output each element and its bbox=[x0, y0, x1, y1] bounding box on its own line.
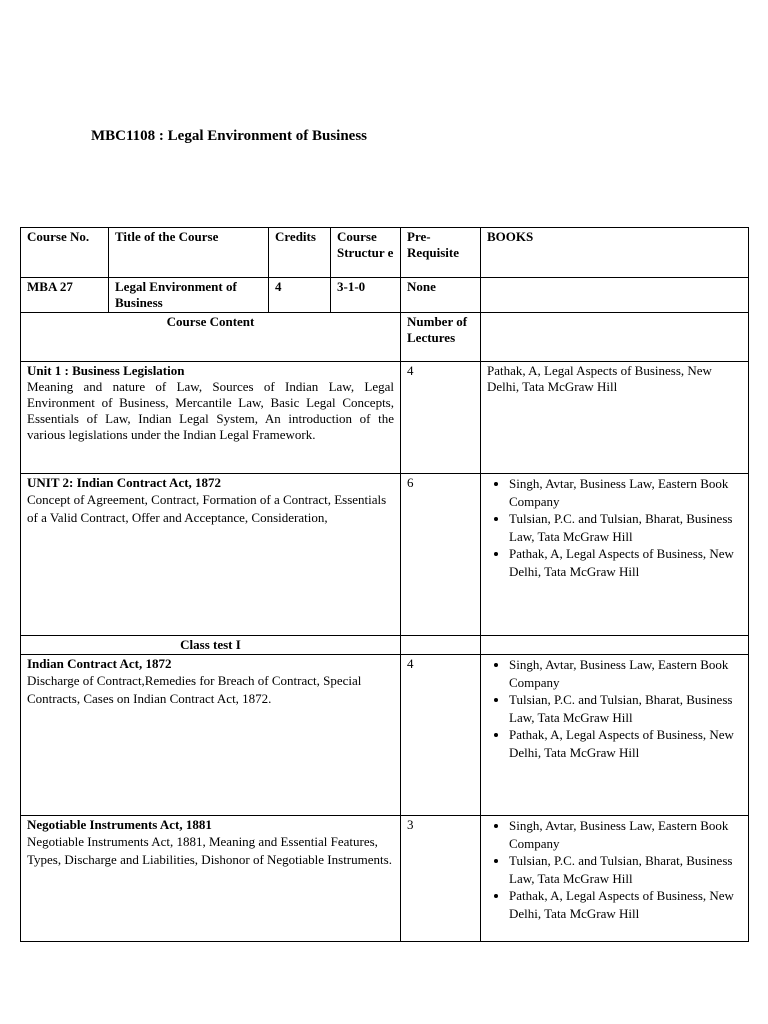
book-item: • Tulsian, P.C. and Tulsian, Bharat, Business Law, Tata McGraw Hill bbox=[509, 691, 742, 726]
course-title: Legal Environment of Business bbox=[109, 278, 269, 313]
unit-lectures: 6 bbox=[401, 474, 481, 636]
unit-heading: UNIT 2: Indian Contract Act, 1872 bbox=[27, 475, 222, 490]
unit-books bbox=[481, 655, 749, 816]
class-test-label: Class test I bbox=[21, 636, 401, 655]
unit-content bbox=[21, 474, 401, 636]
book-item: • Singh, Avtar, Business Law, Eastern Book Company bbox=[509, 656, 742, 691]
content-books-empty bbox=[481, 313, 749, 362]
course-books-empty bbox=[481, 278, 749, 313]
course-table bbox=[20, 227, 749, 942]
header-pre-requisite: Pre- Requisite bbox=[401, 228, 481, 278]
unit-description: Negotiable Instruments Act, 1881, Meaning and Essential Features, Types, Discharge and Liabilities, Dishonor of Negotiable Instruments. bbox=[27, 834, 392, 867]
unit-description: Concept of Agreement, Contract, Formation of a Contract, Essentials of a Valid Contract, Offer and Acceptance, Consideration, bbox=[27, 492, 387, 525]
course-structure: 3-1-0 bbox=[331, 278, 401, 313]
unit-row bbox=[21, 474, 749, 636]
class-test-row bbox=[21, 636, 749, 655]
book-item: • Pathak, A, Legal Aspects of Business, New Delhi, Tata McGraw Hill bbox=[509, 545, 742, 580]
content-header-row bbox=[21, 313, 749, 362]
unit-content bbox=[21, 816, 401, 942]
course-row bbox=[21, 278, 749, 313]
header-credits: Credits bbox=[269, 228, 331, 278]
unit-lectures: 4 bbox=[401, 655, 481, 816]
books-list bbox=[487, 656, 742, 761]
books-list bbox=[487, 817, 742, 922]
course-content-heading: Course Content bbox=[21, 313, 401, 362]
header-course-structure: Course Structur e bbox=[331, 228, 401, 278]
unit-heading: Unit 1 : Business Legislation bbox=[27, 363, 185, 378]
header-books: BOOKS bbox=[481, 228, 749, 278]
course-no: MBA 27 bbox=[21, 278, 109, 313]
table-header-row bbox=[21, 228, 749, 278]
unit-heading: Negotiable Instruments Act, 1881 bbox=[27, 817, 212, 832]
course-credits: 4 bbox=[269, 278, 331, 313]
unit-content bbox=[21, 655, 401, 816]
class-test-lectures-empty bbox=[401, 636, 481, 655]
unit-heading: Indian Contract Act, 1872 bbox=[27, 656, 172, 671]
unit-description: Discharge of Contract,Remedies for Breach of Contract, Special Contracts, Cases on Indian Contract Act, 1872. bbox=[27, 673, 362, 706]
book-item: • Tulsian, P.C. and Tulsian, Bharat, Business Law, Tata McGraw Hill bbox=[509, 852, 742, 887]
book-item: • Singh, Avtar, Business Law, Eastern Book Company bbox=[509, 817, 742, 852]
unit-description: Meaning and nature of Law, Sources of Indian Law, Legal Environment of Business, Mercantile Law, Basic Legal Concepts, Essentials of Law, Indian Legal System, An introduction of the various legislations under the Indian Legal Framework. bbox=[27, 379, 394, 442]
course-pre-requisite: None bbox=[401, 278, 481, 313]
class-test-books-empty bbox=[481, 636, 749, 655]
page-title: MBC1108 : Legal Environment of Business bbox=[91, 128, 367, 144]
unit-book: Pathak, A, Legal Aspects of Business, New Delhi, Tata McGraw Hill bbox=[481, 362, 749, 474]
unit-row bbox=[21, 816, 749, 942]
unit-lectures: 4 bbox=[401, 362, 481, 474]
unit-books bbox=[481, 816, 749, 942]
unit-row bbox=[21, 655, 749, 816]
book-item: • Pathak, A, Legal Aspects of Business, New Delhi, Tata McGraw Hill bbox=[509, 887, 742, 922]
number-of-lectures-heading: Number of Lectures bbox=[401, 313, 481, 362]
header-course-no: Course No. bbox=[21, 228, 109, 278]
unit-row bbox=[21, 362, 749, 474]
book-item: • Singh, Avtar, Business Law, Eastern Book Company bbox=[509, 475, 742, 510]
book-item: • Tulsian, P.C. and Tulsian, Bharat, Business Law, Tata McGraw Hill bbox=[509, 510, 742, 545]
books-list bbox=[487, 475, 742, 580]
unit-content bbox=[21, 362, 401, 474]
unit-books bbox=[481, 474, 749, 636]
header-title-of-course: Title of the Course bbox=[109, 228, 269, 278]
book-item: • Pathak, A, Legal Aspects of Business, New Delhi, Tata McGraw Hill bbox=[509, 726, 742, 761]
unit-lectures: 3 bbox=[401, 816, 481, 942]
